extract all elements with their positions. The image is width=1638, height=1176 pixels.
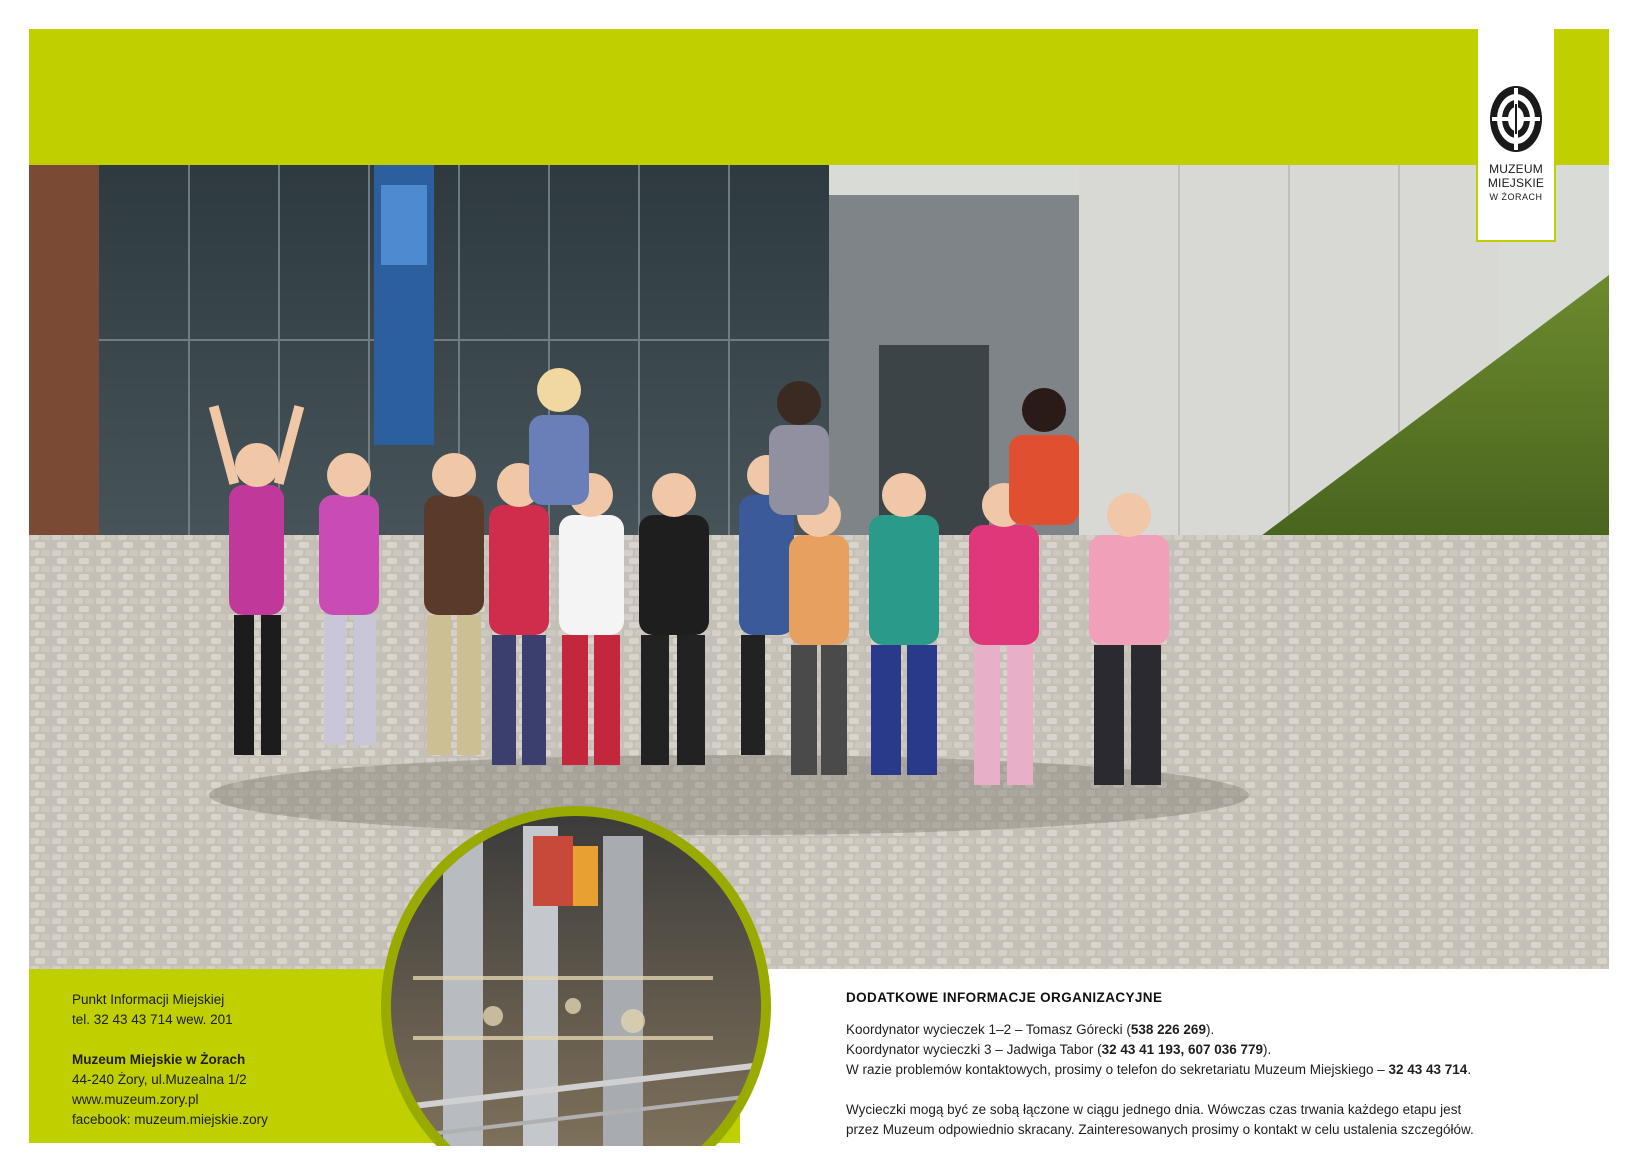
pim-title: Punkt Informacji Miejskiej — [72, 992, 225, 1007]
coordinator-line-2 — [846, 1040, 1606, 1060]
secretariat-phone: 32 43 43 714 — [1388, 1062, 1468, 1077]
contact-info — [72, 990, 402, 1130]
header-band — [29, 29, 1609, 165]
secretariat-suffix: . — [1467, 1062, 1472, 1077]
coordinator-1-text: Koordynator wycieczek 1–2 – Tomasz Górecki ( — [846, 1022, 1131, 1037]
group-photo-illustration — [29, 165, 1609, 969]
secretariat-text: W razie problemów kontaktowych, prosimy o telefon do sekretariatu Muzeum Miejskiego – — [846, 1062, 1389, 1077]
museum-name: Muzeum Miejskie w Żorach — [72, 1052, 246, 1067]
coordinator-line-1 — [846, 1020, 1606, 1040]
combine-trips-line-1: Wycieczki mogą być ze sobą łączone w ciągu jednego dnia. Wówczas czas trwania każdego etapu jest — [846, 1102, 1462, 1117]
museum-facebook-link[interactable]: facebook: muzeum.miejskie.zory — [72, 1112, 268, 1127]
museum-logo — [1476, 29, 1556, 242]
interior-photo — [373, 806, 779, 1146]
logo-wordmark — [1488, 162, 1544, 204]
logo-line-3: W ŻORACH — [1489, 192, 1543, 202]
museum-emblem-icon — [1488, 84, 1544, 154]
coordinator-1-phone: 538 226 269 — [1130, 1022, 1206, 1037]
coordinator-2-text: Koordynator wycieczki 3 – Jadwiga Tabor ( — [846, 1042, 1102, 1057]
coordinator-2-phone: 32 43 41 193, 607 036 779 — [1101, 1042, 1264, 1057]
additional-info — [846, 988, 1606, 1140]
pim-phone: tel. 32 43 43 714 wew. 201 — [72, 1012, 233, 1027]
museum-address: 44-240 Żory, ul.Muzealna 1/2 — [72, 1072, 247, 1087]
museum-website-link[interactable]: www.muzeum.zory.pl — [72, 1092, 199, 1107]
coordinator-2-suffix: ). — [1263, 1042, 1272, 1057]
coordinator-1-suffix: ). — [1205, 1022, 1215, 1037]
additional-info-heading: DODATKOWE INFORMACJE ORGANIZACYJNE — [846, 990, 1163, 1005]
combine-trips-line-2: przez Muzeum odpowiednio skracany. Zainteresowanych prosimy o kontakt w celu ustalenia szczegółów. — [846, 1122, 1474, 1137]
logo-line-2: MIEJSKIE — [1487, 176, 1545, 190]
museum-interior-illustration — [373, 806, 779, 1146]
secretariat-line — [846, 1060, 1606, 1080]
logo-line-1: MUZEUM — [1489, 162, 1543, 176]
main-photo — [29, 165, 1609, 969]
